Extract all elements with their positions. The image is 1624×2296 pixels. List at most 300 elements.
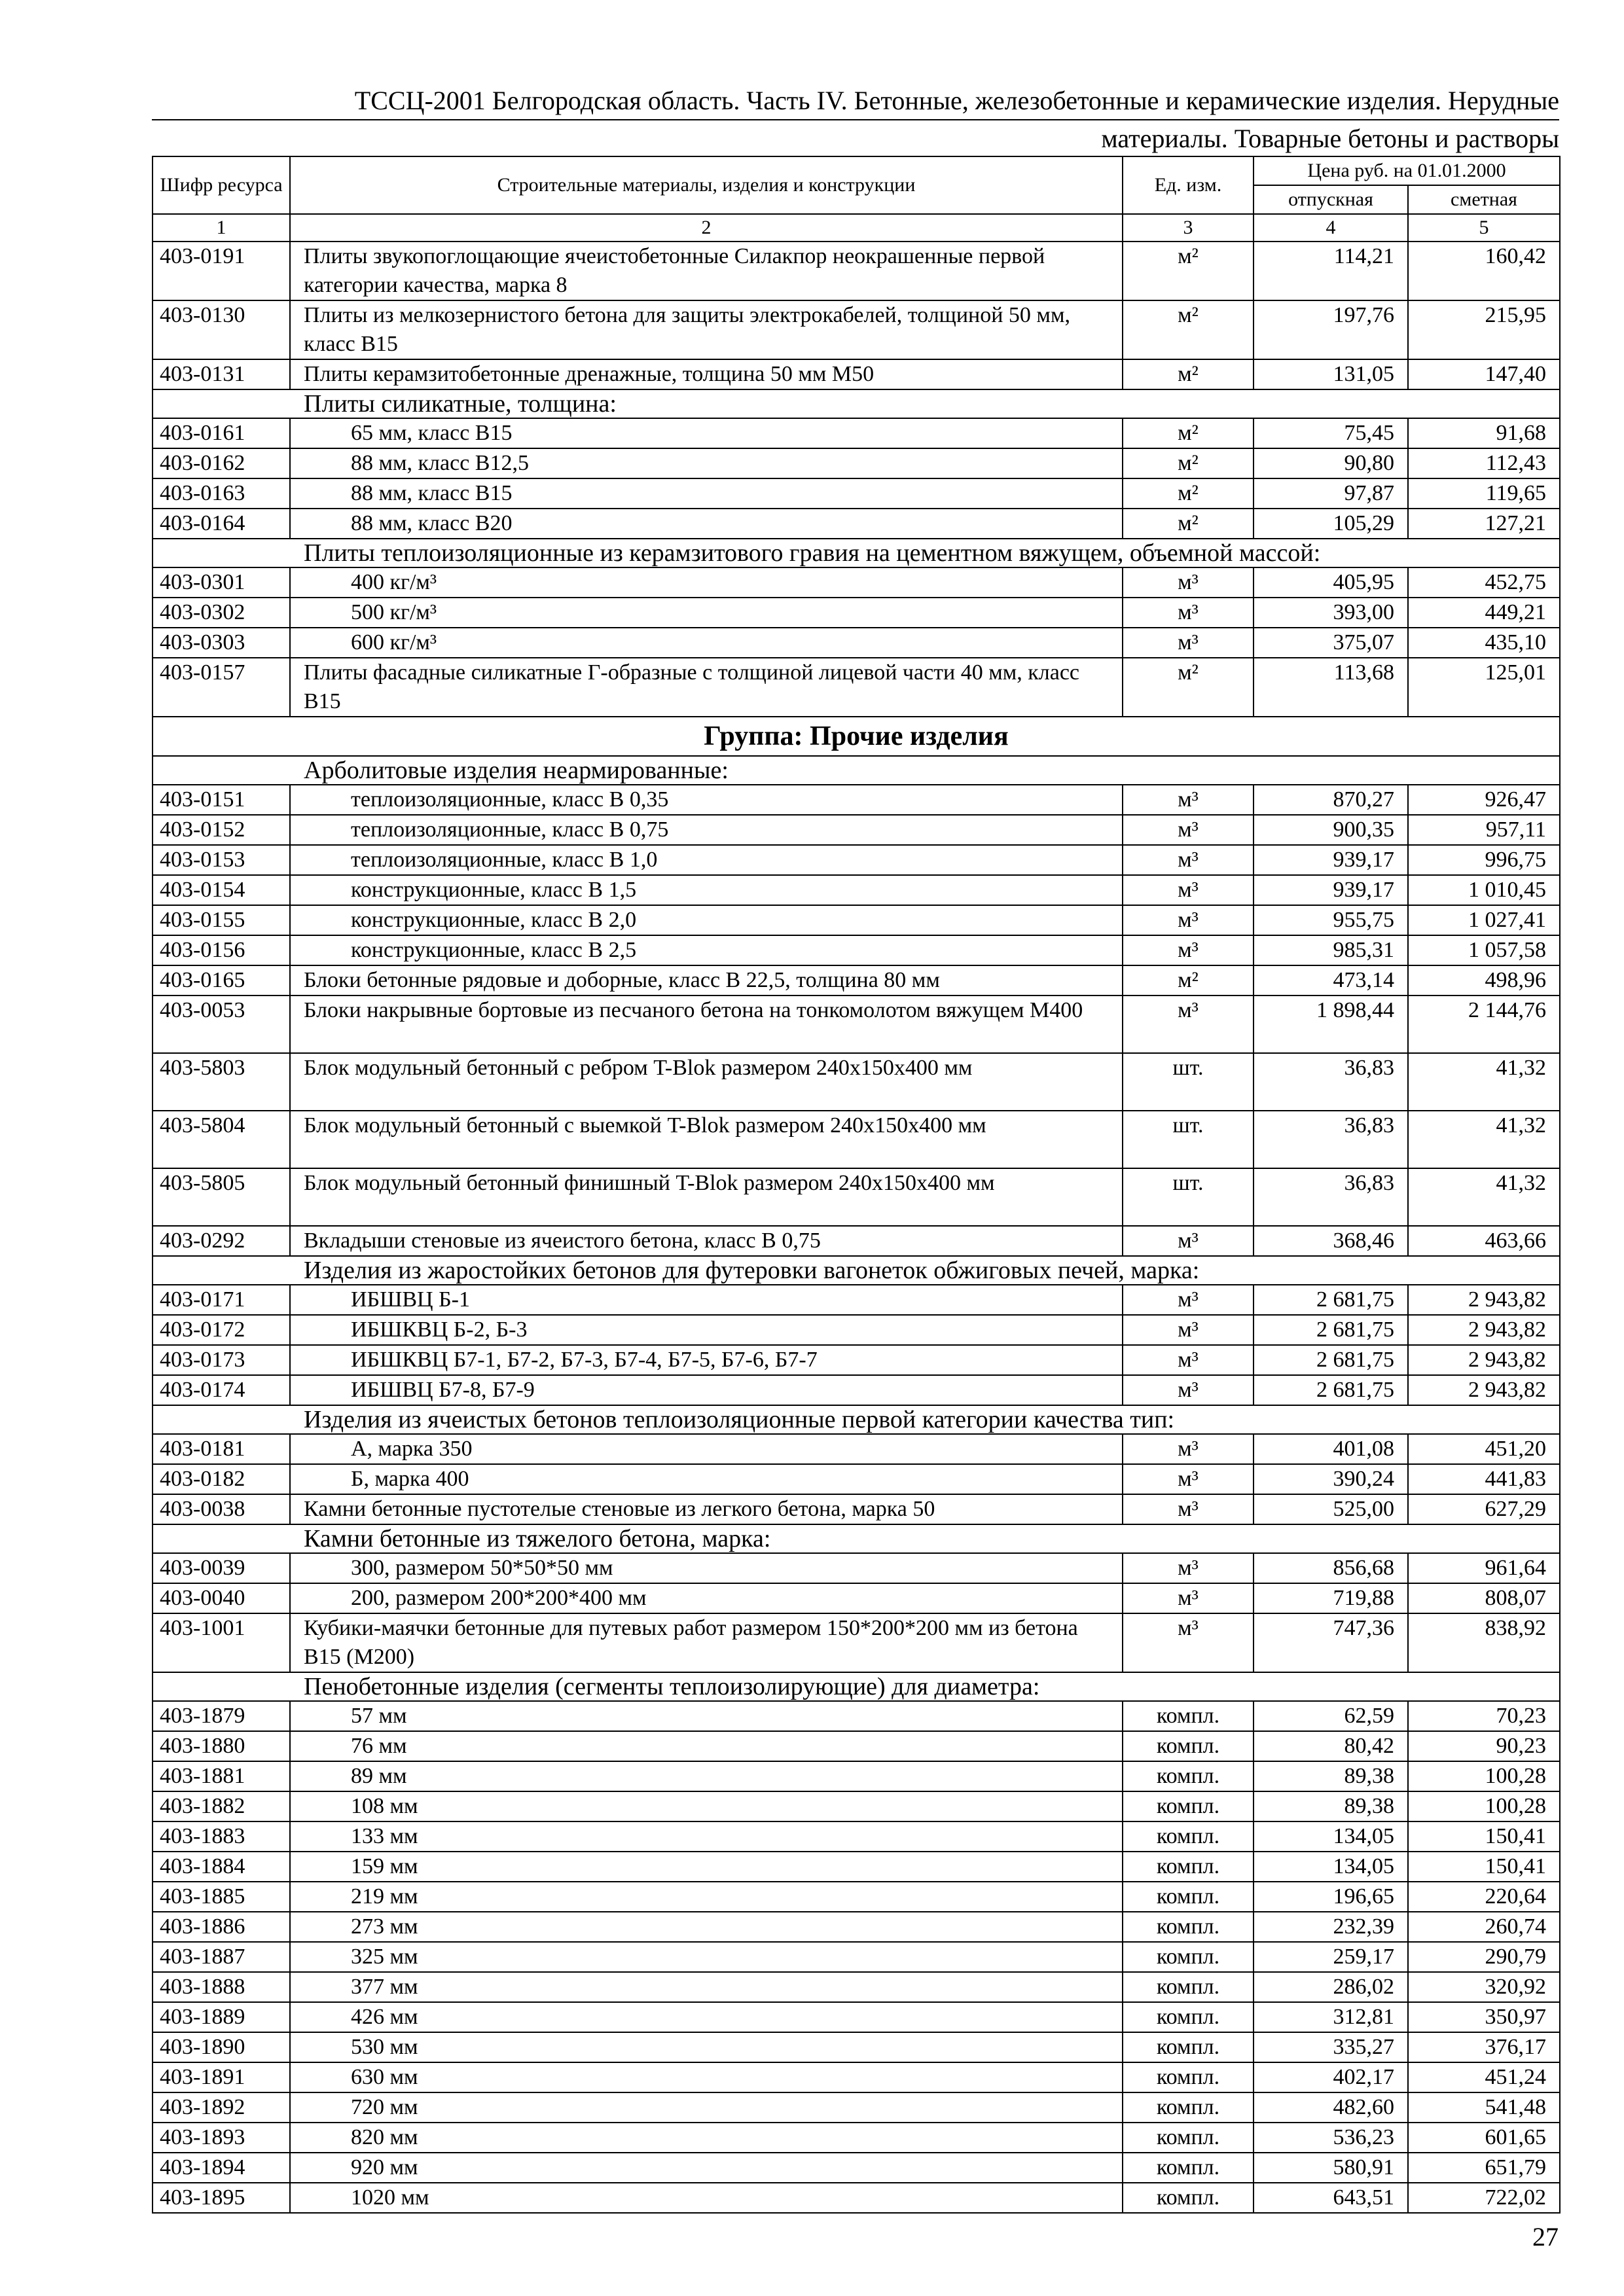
unit-cell: компл. [1123,1912,1254,1942]
material-name: 88 мм, класс В15 [290,478,1123,509]
col-number: 5 [1408,214,1560,242]
release-price: 747,36 [1254,1613,1408,1672]
estimate-price: 451,24 [1408,2062,1560,2092]
group-title-row [153,717,1560,756]
resource-code: 403-1881 [153,1761,290,1791]
release-price: 2 681,75 [1254,1375,1408,1405]
release-price: 2 681,75 [1254,1315,1408,1345]
release-price: 80,42 [1254,1731,1408,1761]
table-row [153,2123,1560,2153]
material-name: 273 мм [290,1912,1123,1942]
table-row [153,996,1560,1053]
header-line-1: ТССЦ-2001 Белгородская область. Часть IV. Бетонные, железобетонные и керамические изделия. Нерудные [354,86,1559,115]
group-heading-row [153,539,1560,567]
material-name: 200, размером 200*200*400 мм [290,1583,1123,1613]
estimate-price: 451,20 [1408,1434,1560,1464]
unit-cell: компл. [1123,1972,1254,2002]
unit-cell: м³ [1123,1583,1254,1613]
estimate-price: 627,29 [1408,1494,1560,1524]
material-name: 325 мм [290,1942,1123,1972]
estimate-price: 961,64 [1408,1553,1560,1583]
release-price: 97,87 [1254,478,1408,509]
table-row [153,509,1560,539]
release-price: 473,14 [1254,965,1408,996]
release-price: 643,51 [1254,2183,1408,2213]
unit-cell: компл. [1123,1701,1254,1731]
release-price: 405,95 [1254,567,1408,598]
column-number-row [153,214,1560,242]
table-row [153,1111,1560,1168]
material-name: ИБШВЦ Б-1 [290,1285,1123,1315]
estimate-price: 926,47 [1408,785,1560,815]
resource-code: 403-1880 [153,1731,290,1761]
unit-cell: м³ [1123,1613,1254,1672]
table-row [153,359,1560,389]
table-row [153,965,1560,996]
release-price: 89,38 [1254,1761,1408,1791]
unit-cell: м³ [1123,1285,1254,1315]
unit-cell: м² [1123,300,1254,359]
material-name: А, марка 350 [290,1434,1123,1464]
unit-cell: компл. [1123,2153,1254,2183]
resource-code: 403-0152 [153,815,290,845]
release-price: 134,05 [1254,1821,1408,1852]
table-row [153,875,1560,905]
material-name: 89 мм [290,1761,1123,1791]
estimate-price: 260,74 [1408,1912,1560,1942]
estimate-price: 996,75 [1408,845,1560,875]
table-row [153,1553,1560,1583]
resource-code: 403-0191 [153,242,290,300]
unit-cell: шт. [1123,1111,1254,1168]
material-name: 377 мм [290,1972,1123,2002]
group-heading: Плиты теплоизоляционные из керамзитового гравия на цементном вяжущем, объемной массой: [153,539,1560,567]
material-name: конструкционные, класс В 1,5 [290,875,1123,905]
unit-cell: м³ [1123,598,1254,628]
unit-cell: м³ [1123,1494,1254,1524]
table-row [153,1942,1560,1972]
unit-cell: м² [1123,448,1254,478]
estimate-price: 1 027,41 [1408,905,1560,935]
material-name: 630 мм [290,2062,1123,2092]
estimate-price: 2 943,82 [1408,1315,1560,1345]
release-price: 232,39 [1254,1912,1408,1942]
group-heading-row [153,1405,1560,1434]
resource-code: 403-0155 [153,905,290,935]
table-row [153,567,1560,598]
material-name: 219 мм [290,1882,1123,1912]
unit-cell: м² [1123,509,1254,539]
col-header-estimate: сметная [1408,185,1560,214]
table-row [153,2032,1560,2062]
estimate-price: 41,32 [1408,1111,1560,1168]
resource-code: 403-1892 [153,2092,290,2123]
table-row [153,1791,1560,1821]
group-heading: Пенобетонные изделия (сегменты теплоизолирующие) для диаметра: [153,1672,1560,1701]
unit-cell: м³ [1123,567,1254,598]
resource-code: 403-0039 [153,1553,290,1583]
table-row [153,1053,1560,1111]
unit-cell: м³ [1123,875,1254,905]
unit-cell: компл. [1123,2123,1254,2153]
material-name: 76 мм [290,1731,1123,1761]
release-price: 312,81 [1254,2002,1408,2032]
material-name: теплоизоляционные, класс В 0,75 [290,815,1123,845]
table-row [153,1315,1560,1345]
table-row [153,628,1560,658]
release-price: 939,17 [1254,845,1408,875]
table-row [153,905,1560,935]
table-row [153,598,1560,628]
material-name: 500 кг/м³ [290,598,1123,628]
estimate-price: 957,11 [1408,815,1560,845]
release-price: 105,29 [1254,509,1408,539]
table-row [153,2062,1560,2092]
table-body [153,242,1560,2213]
release-price: 870,27 [1254,785,1408,815]
material-name: Камни бетонные пустотелые стеновые из легкого бетона, марка 50 [290,1494,1123,1524]
material-name: 65 мм, класс В15 [290,418,1123,448]
table-row [153,2153,1560,2183]
table-row [153,1731,1560,1761]
resource-code: 403-1893 [153,2123,290,2153]
unit-cell: компл. [1123,2092,1254,2123]
estimate-price: 541,48 [1408,2092,1560,2123]
material-name: Плиты из мелкозернистого бетона для защиты электрокабелей, толщиной 50 мм, класс В15 [290,300,1123,359]
table-header [153,156,1560,242]
material-name: 920 мм [290,2153,1123,2183]
estimate-price: 150,41 [1408,1852,1560,1882]
unit-cell: м² [1123,242,1254,300]
resource-code: 403-1882 [153,1791,290,1821]
material-name: 1020 мм [290,2183,1123,2213]
material-name: 720 мм [290,2092,1123,2123]
resource-code: 403-1894 [153,2153,290,2183]
unit-cell: м³ [1123,935,1254,965]
material-name: конструкционные, класс В 2,5 [290,935,1123,965]
unit-cell: м² [1123,478,1254,509]
release-price: 36,83 [1254,1168,1408,1226]
table-row [153,935,1560,965]
material-name: теплоизоляционные, класс В 0,35 [290,785,1123,815]
release-price: 114,21 [1254,242,1408,300]
estimate-price: 70,23 [1408,1701,1560,1731]
unit-cell: компл. [1123,1942,1254,1972]
table-row [153,1613,1560,1672]
resource-code: 403-0161 [153,418,290,448]
unit-cell: м³ [1123,1345,1254,1375]
resource-code: 403-1895 [153,2183,290,2213]
material-name: теплоизоляционные, класс В 1,0 [290,845,1123,875]
unit-cell: м² [1123,418,1254,448]
unit-cell: м³ [1123,628,1254,658]
resource-code: 403-0163 [153,478,290,509]
table-row [153,1761,1560,1791]
group-heading-row [153,389,1560,418]
estimate-price: 160,42 [1408,242,1560,300]
group-heading: Арболитовые изделия неармированные: [153,756,1560,785]
group-heading-row [153,1524,1560,1553]
resource-code: 403-0151 [153,785,290,815]
material-name: 88 мм, класс В12,5 [290,448,1123,478]
material-name: Блок модульный бетонный финишный T-Blok размером 240x150x400 мм [290,1168,1123,1226]
unit-cell: м³ [1123,1315,1254,1345]
estimate-price: 91,68 [1408,418,1560,448]
resource-code: 403-1891 [153,2062,290,2092]
estimate-price: 2 943,82 [1408,1285,1560,1315]
material-name: Плиты керамзитобетонные дренажные, толщина 50 мм М50 [290,359,1123,389]
release-price: 90,80 [1254,448,1408,478]
estimate-price: 2 943,82 [1408,1375,1560,1405]
unit-cell: шт. [1123,1168,1254,1226]
resource-code: 403-0162 [153,448,290,478]
page-number: 27 [1532,2222,1559,2251]
estimate-price: 147,40 [1408,359,1560,389]
estimate-price: 1 010,45 [1408,875,1560,905]
estimate-price: 290,79 [1408,1942,1560,1972]
table-row [153,1434,1560,1464]
release-price: 286,02 [1254,1972,1408,2002]
estimate-price: 112,43 [1408,448,1560,478]
unit-cell: м³ [1123,785,1254,815]
material-name: 133 мм [290,1821,1123,1852]
release-price: 719,88 [1254,1583,1408,1613]
resource-code: 403-1883 [153,1821,290,1852]
unit-cell: м² [1123,965,1254,996]
unit-cell: м³ [1123,815,1254,845]
resource-code: 403-1886 [153,1912,290,1942]
unit-cell: м³ [1123,1434,1254,1464]
table-row [153,448,1560,478]
resource-code: 403-0174 [153,1375,290,1405]
estimate-price: 119,65 [1408,478,1560,509]
estimate-price: 350,97 [1408,2002,1560,2032]
material-name: конструкционные, класс В 2,0 [290,905,1123,935]
release-price: 197,76 [1254,300,1408,359]
release-price: 335,27 [1254,2032,1408,2062]
resource-code: 403-0303 [153,628,290,658]
release-price: 75,45 [1254,418,1408,448]
unit-cell: м² [1123,658,1254,717]
estimate-price: 320,92 [1408,1972,1560,2002]
unit-cell: компл. [1123,2183,1254,2213]
release-price: 2 681,75 [1254,1345,1408,1375]
resource-code: 403-0165 [153,965,290,996]
resource-code: 403-0164 [153,509,290,539]
resource-code: 403-1884 [153,1852,290,1882]
estimate-price: 2 144,76 [1408,996,1560,1053]
release-price: 2 681,75 [1254,1285,1408,1315]
estimate-price: 150,41 [1408,1821,1560,1852]
table-row [153,418,1560,448]
unit-cell: компл. [1123,1761,1254,1791]
estimate-price: 2 943,82 [1408,1345,1560,1375]
release-price: 536,23 [1254,2123,1408,2153]
table-row [153,1583,1560,1613]
col-number: 3 [1123,214,1254,242]
price-table [152,156,1561,2214]
resource-code: 403-0053 [153,996,290,1053]
release-price: 259,17 [1254,1942,1408,1972]
release-price: 134,05 [1254,1852,1408,1882]
material-name: 530 мм [290,2032,1123,2062]
resource-code: 403-0292 [153,1226,290,1256]
release-price: 402,17 [1254,2062,1408,2092]
resource-code: 403-0157 [153,658,290,717]
estimate-price: 441,83 [1408,1464,1560,1494]
table-row [153,242,1560,300]
table-row [153,1168,1560,1226]
table-row [153,2183,1560,2213]
estimate-price: 601,65 [1408,2123,1560,2153]
material-name: Плиты фасадные силикатные Г-образные с толщиной лицевой части 40 мм, класс В15 [290,658,1123,717]
estimate-price: 498,96 [1408,965,1560,996]
release-price: 1 898,44 [1254,996,1408,1053]
release-price: 62,59 [1254,1701,1408,1731]
table-row [153,1345,1560,1375]
material-name: ИБШВЦ Б7-8, Б7-9 [290,1375,1123,1405]
table-row [153,1375,1560,1405]
estimate-price: 215,95 [1408,300,1560,359]
resource-code: 403-0154 [153,875,290,905]
material-name: Блок модульный бетонный с выемкой T-Blok размером 240x150x400 мм [290,1111,1123,1168]
material-name: ИБШКВЦ Б-2, Б-3 [290,1315,1123,1345]
material-name: 600 кг/м³ [290,628,1123,658]
unit-cell: компл. [1123,1791,1254,1821]
resource-code: 403-0171 [153,1285,290,1315]
resource-code: 403-1890 [153,2032,290,2062]
table-row [153,478,1560,509]
group-heading-row [153,756,1560,785]
estimate-price: 722,02 [1408,2183,1560,2213]
unit-cell: компл. [1123,1882,1254,1912]
release-price: 985,31 [1254,935,1408,965]
release-price: 525,00 [1254,1494,1408,1524]
estimate-price: 100,28 [1408,1791,1560,1821]
material-name: 820 мм [290,2123,1123,2153]
group-heading: Изделия из ячеистых бетонов теплоизоляционные первой категории качества тип: [153,1405,1560,1434]
release-price: 89,38 [1254,1791,1408,1821]
table-row [153,2092,1560,2123]
material-name: 300, размером 50*50*50 мм [290,1553,1123,1583]
unit-cell: компл. [1123,2062,1254,2092]
material-name: Б, марка 400 [290,1464,1123,1494]
unit-cell: м³ [1123,1226,1254,1256]
resource-code: 403-5804 [153,1111,290,1168]
resource-code: 403-0301 [153,567,290,598]
table-row [153,1852,1560,1882]
resource-code: 403-5805 [153,1168,290,1226]
estimate-price: 435,10 [1408,628,1560,658]
table-row [153,1701,1560,1731]
release-price: 113,68 [1254,658,1408,717]
table-row [153,1226,1560,1256]
release-price: 401,08 [1254,1434,1408,1464]
unit-cell: компл. [1123,1852,1254,1882]
col-header-unit: Ед. изм. [1123,156,1254,214]
group-heading: Изделия из жаростойких бетонов для футеровки вагонеток обжиговых печей, марка: [153,1256,1560,1285]
col-header-release: отпускная [1254,185,1408,214]
material-name: ИБШКВЦ Б7-1, Б7-2, Б7-3, Б7-4, Б7-5, Б7-6, Б7-7 [290,1345,1123,1375]
table-row [153,1285,1560,1315]
estimate-price: 449,21 [1408,598,1560,628]
release-price: 955,75 [1254,905,1408,935]
release-price: 131,05 [1254,359,1408,389]
resource-code: 403-1879 [153,1701,290,1731]
release-price: 393,00 [1254,598,1408,628]
unit-cell: м³ [1123,1464,1254,1494]
page-header [152,84,1559,156]
resource-code: 403-0302 [153,598,290,628]
resource-code: 403-1887 [153,1942,290,1972]
release-price: 580,91 [1254,2153,1408,2183]
release-price: 368,46 [1254,1226,1408,1256]
resource-code: 403-0182 [153,1464,290,1494]
unit-cell: компл. [1123,1731,1254,1761]
material-name: 88 мм, класс В20 [290,509,1123,539]
table-row [153,1821,1560,1852]
table-row [153,1912,1560,1942]
estimate-price: 376,17 [1408,2032,1560,2062]
table-row [153,2002,1560,2032]
resource-code: 403-0038 [153,1494,290,1524]
release-price: 375,07 [1254,628,1408,658]
release-price: 196,65 [1254,1882,1408,1912]
resource-code: 403-0153 [153,845,290,875]
table-row [153,1464,1560,1494]
release-price: 900,35 [1254,815,1408,845]
estimate-price: 1 057,58 [1408,935,1560,965]
resource-code: 403-1888 [153,1972,290,2002]
unit-cell: шт. [1123,1053,1254,1111]
header-line-2: материалы. Товарные бетоны и растворы [1101,124,1559,153]
table-row [153,658,1560,717]
release-price: 939,17 [1254,875,1408,905]
resource-code: 403-0181 [153,1434,290,1464]
col-header-code: Шифр ресурса [153,156,290,214]
group-heading-row [153,1256,1560,1285]
table-row [153,300,1560,359]
unit-cell: м³ [1123,1375,1254,1405]
unit-cell: м² [1123,359,1254,389]
unit-cell: компл. [1123,1821,1254,1852]
material-name: Блок модульный бетонный с ребром T-Blok размером 240x150x400 мм [290,1053,1123,1111]
estimate-price: 41,32 [1408,1053,1560,1111]
group-heading: Камни бетонные из тяжелого бетона, марка: [153,1524,1560,1553]
resource-code: 403-0130 [153,300,290,359]
estimate-price: 100,28 [1408,1761,1560,1791]
material-name: 400 кг/м³ [290,567,1123,598]
material-name: 426 мм [290,2002,1123,2032]
estimate-price: 90,23 [1408,1731,1560,1761]
resource-code: 403-0172 [153,1315,290,1345]
table-row [153,1972,1560,2002]
release-price: 856,68 [1254,1553,1408,1583]
release-price: 36,83 [1254,1053,1408,1111]
material-name: 108 мм [290,1791,1123,1821]
table-row [153,845,1560,875]
unit-cell: компл. [1123,2002,1254,2032]
material-name: Плиты звукопоглощающие ячеистобетонные Силакпор неокрашенные первой категории качества, марка 8 [290,242,1123,300]
table-row [153,815,1560,845]
resource-code: 403-1885 [153,1882,290,1912]
estimate-price: 463,66 [1408,1226,1560,1256]
col-number: 4 [1254,214,1408,242]
material-name: Вкладыши стеновые из ячеистого бетона, класс В 0,75 [290,1226,1123,1256]
unit-cell: м³ [1123,996,1254,1053]
resource-code: 403-0131 [153,359,290,389]
table-row [153,1882,1560,1912]
